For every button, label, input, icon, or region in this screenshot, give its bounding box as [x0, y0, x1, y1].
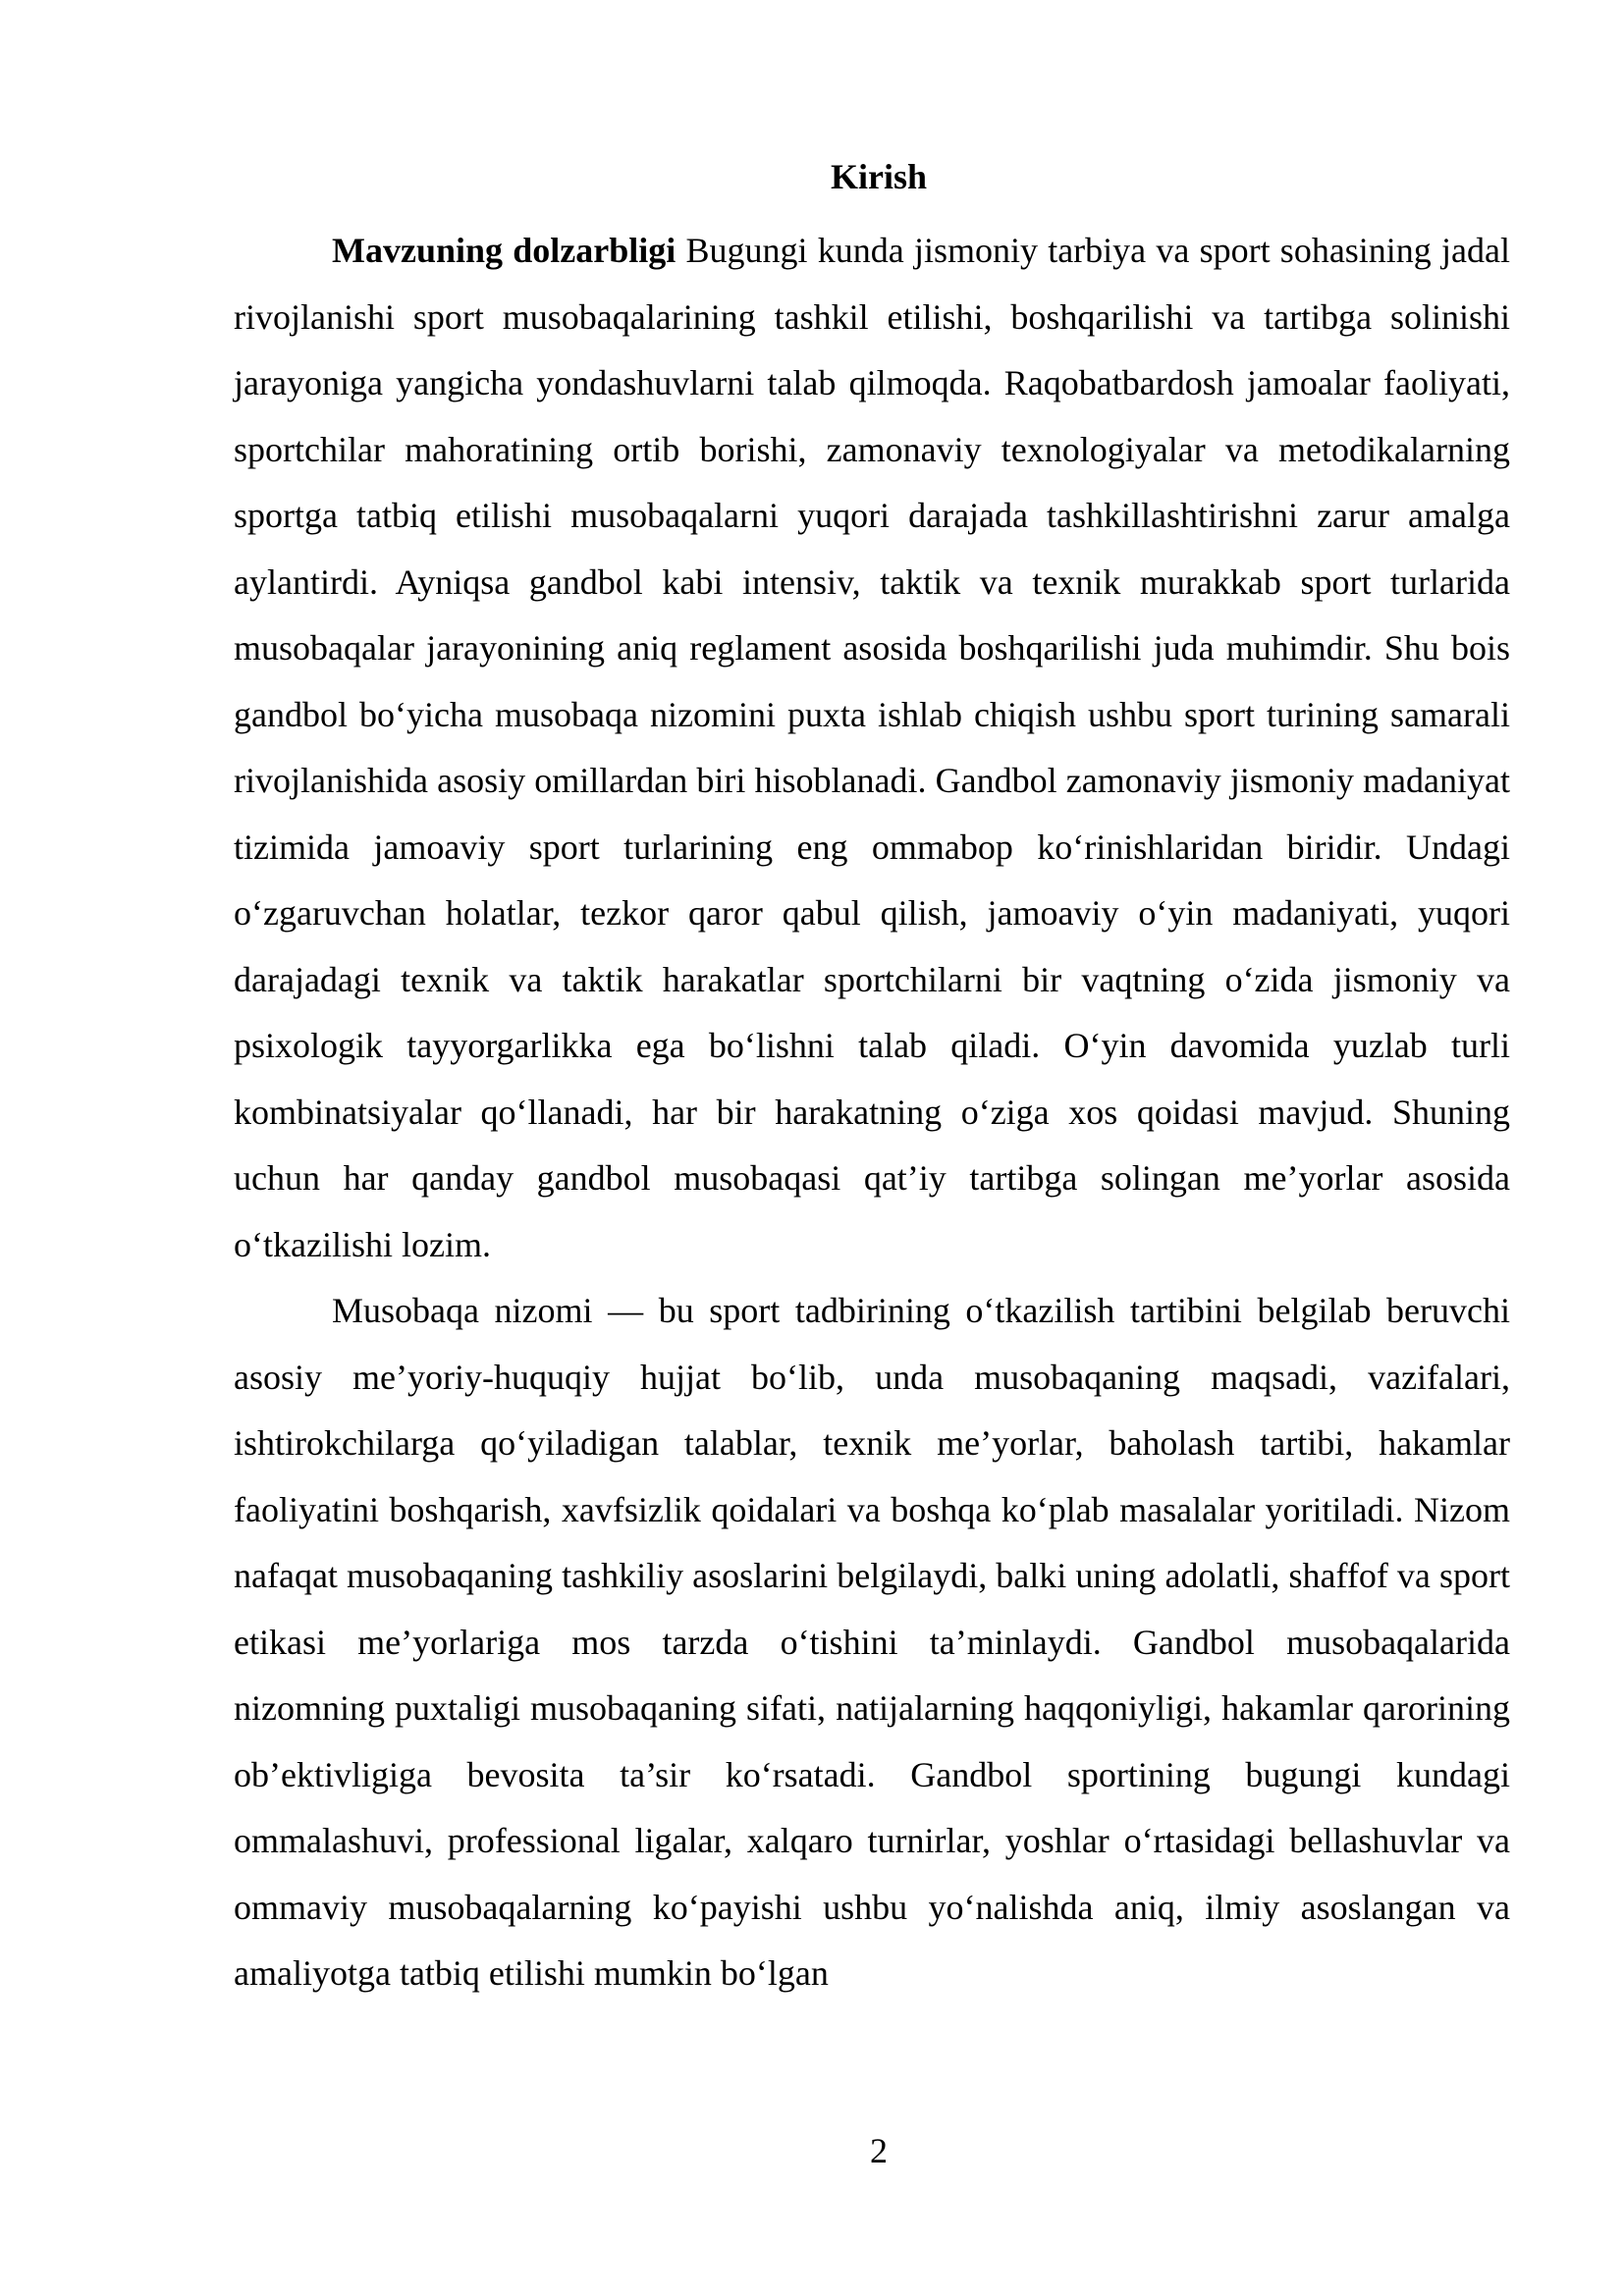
paragraph-lead-term: Mavzuning dolzarbligi	[332, 231, 677, 270]
paragraph-relevance	[234, 218, 1510, 1278]
paragraph-relevance-text: Bugungi kunda jismoniy tarbiya va sport sohasining jadal rivojlanishi sport musobaqalarining tashkil etilishi, boshqarilishi va tartibga solinishi jarayoniga yangicha yondashuvlarni talab qilmoqda. Raqobatbardosh jamoalar faoliyati, sportchilar mahoratining ortib borishi, zamonaviy texnologiyalar va metodikalarning sportga tatbiq etilishi musobaqalarni yuqori darajada tashkillashtirishni zarur amalga aylantirdi. Ayniqsa gandbol kabi intensiv, taktik va texnik murakkab sport turlarida musobaqalar jarayonining aniq reglament asosida boshqarilishi juda muhimdir. Shu bois gandbol bo‘yicha musobaqa nizomini puxta ishlab chiqish ushbu sport turining samarali rivojlanishida asosiy omillardan biri hisoblanadi. Gandbol zamonaviy jismoniy madaniyat tizimida jamoaviy sport turlarining eng ommabop ko‘rinishlaridan biridir. Undagi o‘zgaruvchan holatlar, tezkor qaror qabul qilish, jamoaviy o‘yin madaniyati, yuqori darajadagi texnik va taktik harakatlar sportchilarni bir vaqtning o‘zida jismoniy va psixologik tayyorgarlikka ega bo‘lishni talab qiladi. O‘yin davomida yuzlab turli kombinatsiyalar qo‘llanadi, har bir harakatning o‘ziga xos qoidasi mavjud. Shuning uchun har qanday gandbol musobaqasi qat’iy tartibga solingan me’yorlar asosida o‘tkazilishi lozim.	[234, 231, 1510, 1264]
paragraph-regulation: Musobaqa nizomi — bu sport tadbirining o‘tkazilish tartibini belgilab beruvchi asosiy me’yoriy-huquqiy hujjat bo‘lib, unda musobaqaning maqsadi, vazifalari, ishtirokchilarga qo‘yiladigan talablar, texnik me’yorlar, baholash tartibi, hakamlar faoliyatini boshqarish, xavfsizlik qoidalari va boshqa ko‘plab masalalar yoritiladi. Nizom nafaqat musobaqaning tashkiliy asoslarini belgilaydi, balki uning adolatli, shaffof va sport etikasi me’yorlariga mos tarzda o‘tishini ta’minlaydi. Gandbol musobaqalarida nizomning puxtaligi musobaqaning sifati, natijalarning haqqoniyligi, hakamlar qarorining ob’ektivligiga bevosita ta’sir ko‘rsatadi. Gandbol sportining bugungi kundagi ommalashuvi, professional ligalar, xalqaro turnirlar, yoshlar o‘rtasidagi bellashuvlar va ommaviy musobaqalarning ko‘payishi ushbu yo‘nalishda aniq, ilmiy asoslangan va amaliyotga tatbiq etilishi mumkin bo‘lgan	[234, 1291, 1510, 1993]
section-heading: Kirish	[830, 157, 927, 196]
body-text	[234, 218, 1510, 2007]
page-number: 2	[870, 2131, 888, 2170]
